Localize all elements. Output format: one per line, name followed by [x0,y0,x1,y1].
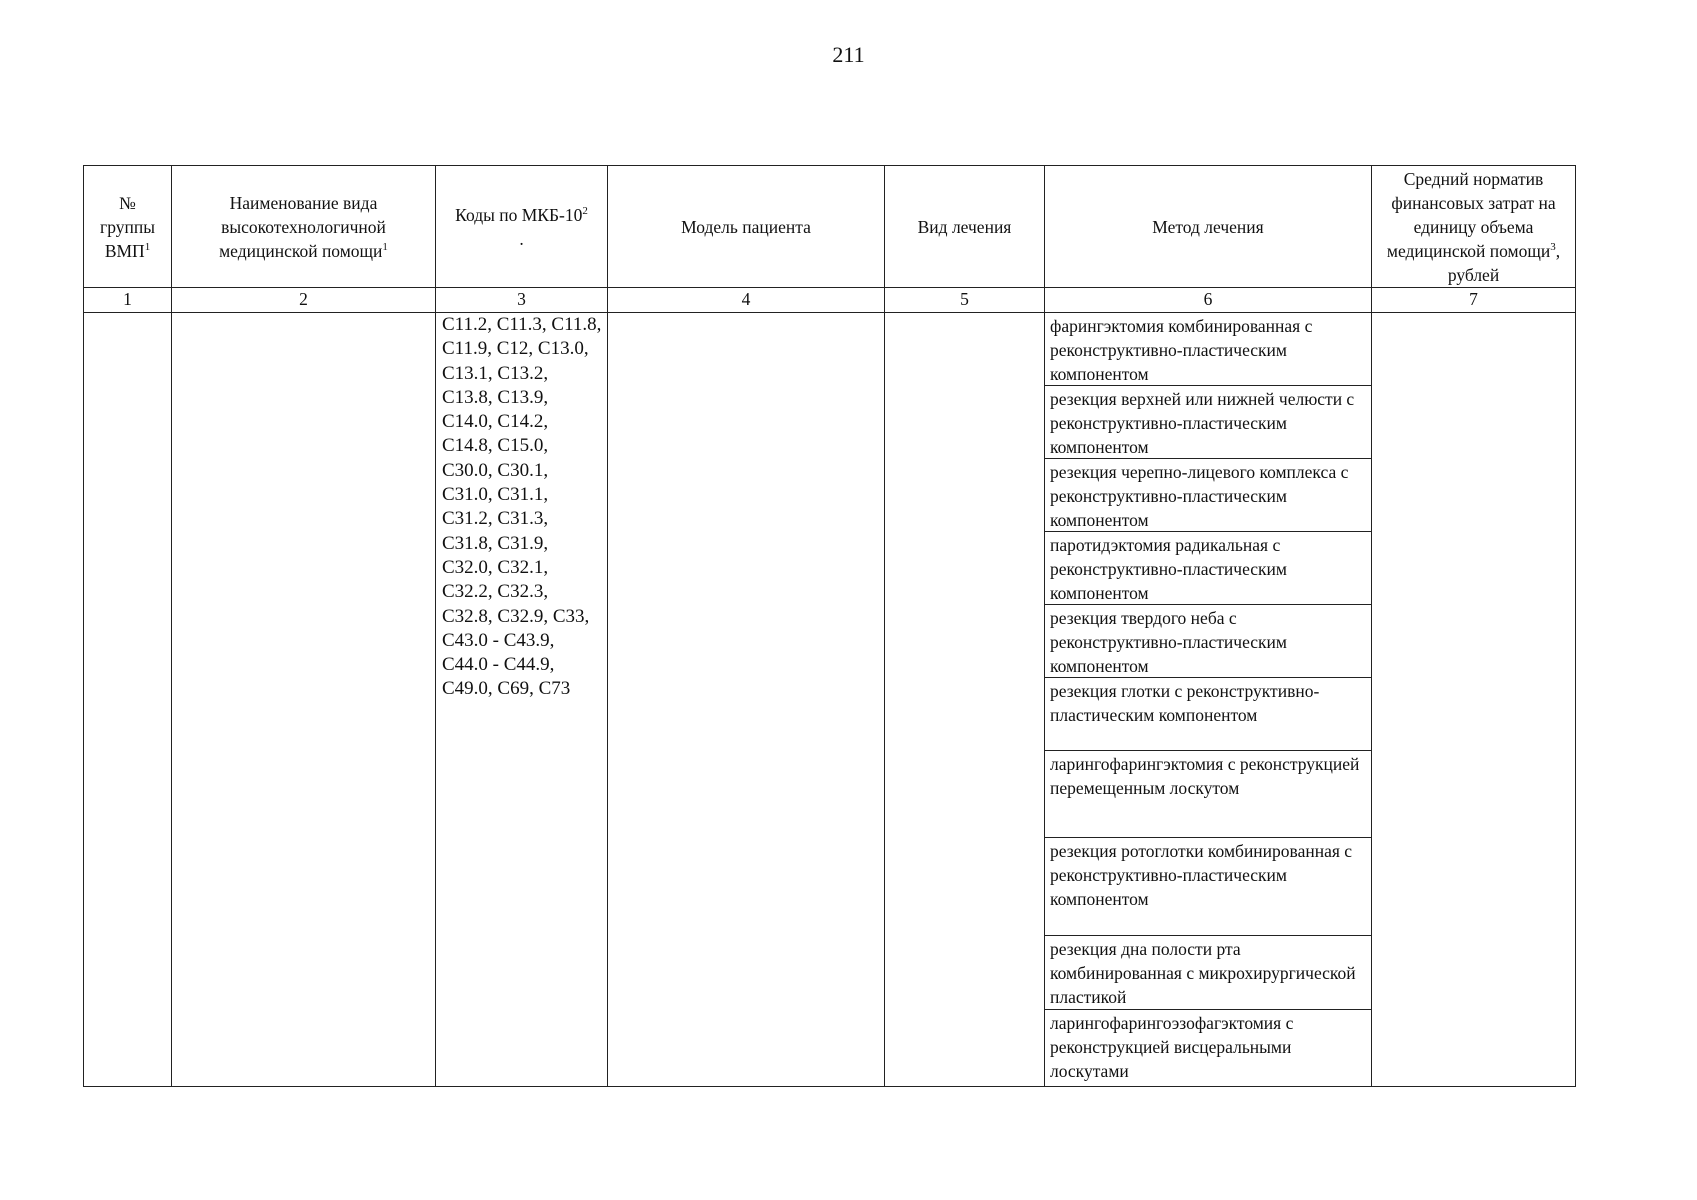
treatment-type-cell [885,313,1045,1087]
column-number: 4 [608,288,885,313]
column-number: 2 [172,288,436,313]
column-number: 6 [1045,288,1372,313]
header-group-no [84,166,172,288]
method-item: резекция глотки с реконструктивно-пластическим компонентом [1045,678,1371,751]
header-average-cost: Средний норматив финансовых затрат на единицу объема медицинской помощи$^3$, рублей [1372,166,1576,288]
vmp-table [83,165,1576,1087]
care-type-name-cell [172,313,436,1087]
header-group-no-line1: № [119,192,136,213]
footnote-mark: 1 [382,240,388,253]
average-cost-cell [1372,313,1576,1087]
treatment-methods-cell [1045,313,1372,1087]
method-item: резекция верхней или нижней челюсти с реконструктивно-пластическим компонентом [1045,386,1371,459]
method-item: ларингофарингоэзофагэктомия с реконструкцией висцеральными лоскутами [1050,1013,1294,1081]
group-no-cell [84,313,172,1087]
column-number: 5 [885,288,1045,313]
column-number-row [84,288,1576,313]
column-number: 3 [436,288,608,313]
page-number: 211 [832,42,865,67]
method-item: резекция твердого неба с реконструктивно-пластическим компонентом [1045,605,1371,678]
footnote-mark: 1 [144,240,151,253]
footnote-mark: 2 [582,204,588,217]
method-item: ларингофарингэктомия с реконструкцией перемещенным лоскутом [1045,751,1371,838]
header-group-no-line2: группы [100,216,155,237]
table-row [84,313,1576,1087]
column-number: 1 [84,288,172,313]
icd-codes-cell: C11.2, C11.3, C11.8, C11.9, C12, C13.0, C13.1, C13.2, C13.8, C13.9, C14.0, C14.2, C14.8, C15.0, C30.0, C30.1, C31.0, C31.1, C31.2, C31.3, C31.8, C31.9, C32.0, C32.1, C32.2, C32.3, C32.8, C32.9, C33, C43.0 - C43.9, C44.0 - C44.9, C49.0, C69, C73 [436,313,608,1087]
method-item: резекция ротоглотки комбинированная с реконструктивно-пластическим компонентом [1045,838,1371,936]
header-group-no-line3: ВМП [104,240,145,261]
header-row [84,166,1576,288]
column-number: 7 [1372,288,1576,313]
header-treatment-method: Метод лечения [1045,166,1372,288]
header-icd-codes: Коды по МКБ-$10^2$ . [436,166,608,288]
header-treatment-type: Вид лечения [885,166,1045,288]
header-patient-model: Модель пациента [608,166,885,288]
header-care-type-name: Наименование вида высокотехнологичной медицинской помощи$^1$ [172,166,436,288]
method-item: фарингэктомия комбинированная с реконструктивно-пластическим компонентом [1045,313,1371,386]
method-item: резекция черепно-лицевого комплекса с реконструктивно-пластическим компонентом [1045,459,1371,532]
method-item: резекция дна полости рта комбинированная с микрохирургической пластикой [1045,936,1371,1010]
method-item: паротидэктомия радикальная с реконструктивно-пластическим компонентом [1045,532,1371,605]
patient-model-cell [608,313,885,1087]
footnote-mark: 3 [1550,240,1556,253]
